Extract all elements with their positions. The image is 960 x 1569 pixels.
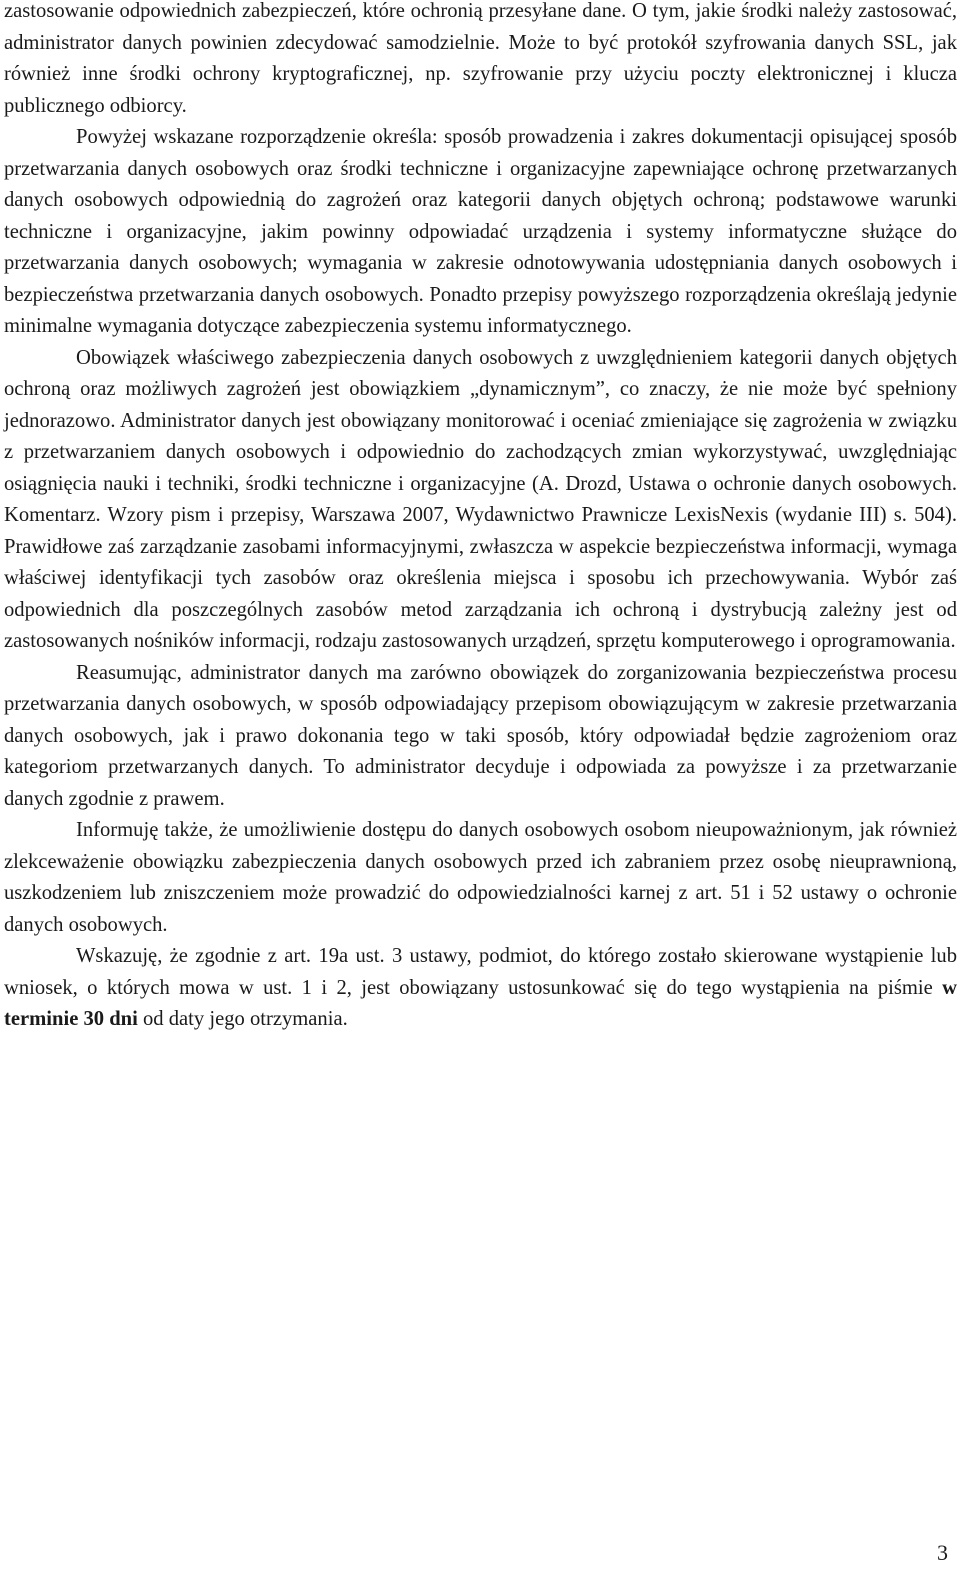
deadline-bold-term: w terminie 30 dni [4,976,957,1030]
paragraph-regulation-scope: Powyżej wskazane rozporządzenie określa: sposób prowadzenia i zakres dokumentacji opisującej sposób przetwarzania danych osobowych oraz środki techniczne i organizacyjne zapewniające ochronę przetwarzanych danych osobowych odpowiednią do zagrożeń oraz kategorii danych objętych ochroną; podstawowe warunki techniczne i organizacyjne, jakim powinny odpowiadać urządzenia i systemy informatyczne służące do przetwarzania danych osobowych; wymagania w zakresie odnotowywania udostępniania danych osobowych i bezpieczeństwa przetwarzania danych osobowych. Ponadto przepisy powyższego rozporządzenia określają jedynie minimalne wymagania dotyczące zabezpieczenia systemu informatycznego. [4,126,957,337]
deadline-text-before: Wskazuję, że zgodnie z art. 19a ust. 3 ustawy, podmiot, do którego zostało skierowane wystąpienie lub wniosek, o których mowa w ust. 1 i 2, jest obowiązany ustosunkować się do tego wystąpienia na piśmie [4,945,957,999]
paragraph-dynamic-obligation: Obowiązek właściwego zabezpieczenia danych osobowych z uwzględnieniem kategorii danych objętych ochroną oraz możliwych zagrożeń jest obowiązkiem „dynamicznym”, co znaczy, że nie może być spełniony jednorazowo. Administrator danych jest obowiązany monitorować i oceniać zmieniające się zagrożenia w związku z przetwarzaniem danych osobowych i odpowiednio do zachodzących zmian wykorzystywać, uwzględniając osiągnięcia nauki i techniki, środki techniczne i organizacyjne (A. Drozd, Ustawa o ochronie danych osobowych. Komentarz. Wzory pism i przepisy, Warszawa 2007, Wydawnictwo Prawnicze LexisNexis (wydanie III) s. 504). Prawidłowe zaś zarządzanie zasobami informacyjnymi, zwłaszcza w aspekcie bezpieczeństwa informacji, wymaga właściwej identyfikacji tych zasobów oraz określenia miejsca i sposobu ich przechowywania. Wybór zaś odpowiednich dla poszczególnych zasobów metod zarządzania ich ochroną i dystrybucją zależny jest od zastosowanych nośników informacji, rodzaju zastosowanych urządzeń, sprzętu komputerowego i oprogramowania. [4,346,957,652]
paragraph-continuation: zastosowanie odpowiednich zabezpieczeń, które ochronią przesyłane dane. O tym, jakie środki należy zastosować, administrator danych powinien zdecydować samodzielnie. Może to być protokół szyfrowania danych SSL, jak również inne środki ochrony kryptograficznej, np. szyfrowanie przy użyciu poczty elektronicznej i klucza publicznego odbiorcy. [4,0,957,117]
page-number: 3 [937,1540,948,1565]
paragraph-response-deadline [4,941,957,1036]
deadline-text-after: od daty jego otrzymania. [137,1008,348,1030]
paragraph-criminal-liability: Informuję także, że umożliwienie dostępu do danych osobowych osobom nieupoważnionym, jak również zlekceważenie obowiązku zabezpieczenia danych osobowych przed ich zabraniem przez osobę nieuprawnioną, uszkodzeniem lub zniszczeniem może prowadzić do odpowiedzialności karnej z art. 51 i 52 ustawy o ochronie danych osobowych. [4,819,957,936]
document-body [4,0,957,1036]
paragraph-summary: Reasumując, administrator danych ma zarówno obowiązek do zorganizowania bezpieczeństwa procesu przetwarzania danych osobowych, w sposób odpowiadający przepisom obowiązującym w zakresie przetwarzania danych osobowych, jak i prawo dokonania tego w taki sposób, który odpowiadał będzie zagrożeniom oraz kategoriom przetwarzanych danych. To administrator decyduje i odpowiada za powyższe i za przetwarzanie danych zgodnie z prawem. [4,661,957,810]
